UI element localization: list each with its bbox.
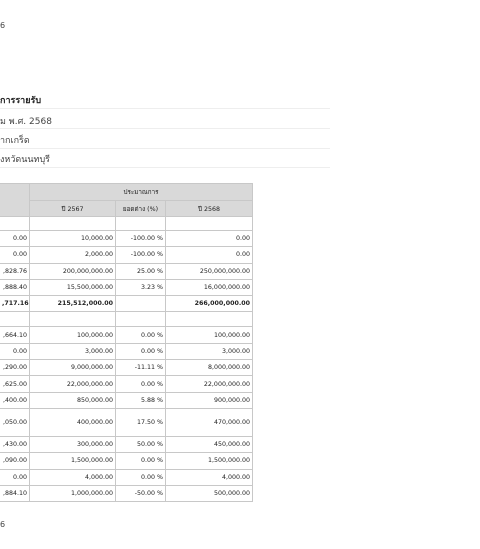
header-cell-estimate-group: ประมาณการ — [30, 184, 253, 201]
cell-difference-percent: 50.00 % — [116, 436, 166, 452]
cell-difference-percent: -100.00 % — [116, 247, 166, 263]
cell-difference-percent: 17.50 % — [116, 408, 166, 436]
cell-difference-percent: 3.23 % — [116, 279, 166, 295]
cell-value-2568: 22,000,000.00 — [166, 376, 253, 392]
cell-difference-percent: -100.00 % — [116, 231, 166, 247]
cell-value-2567 — [30, 312, 116, 327]
cell-value-2568: 16,000,000.00 — [166, 279, 253, 295]
cell-value-2567: 100,000.00 — [30, 327, 116, 343]
table-row — [0, 408, 253, 436]
cell-difference-percent — [116, 312, 166, 327]
cell-value-2568: 500,000.00 — [166, 485, 253, 501]
cell-value-2568 — [166, 217, 253, 231]
budget-table — [0, 183, 253, 502]
table-row — [0, 392, 253, 408]
cell-actual-value: ,400.00 — [0, 392, 30, 408]
cell-actual-value: ,884.10 — [0, 485, 30, 501]
cell-value-2568: 470,000.00 — [166, 408, 253, 436]
cell-value-2567: 1,500,000.00 — [30, 453, 116, 469]
cell-value-2568: 266,000,000.00 — [166, 296, 253, 312]
cell-difference-percent — [116, 217, 166, 231]
cell-value-2567 — [30, 217, 116, 231]
cell-value-2567: 4,000.00 — [30, 469, 116, 485]
header-divider — [0, 108, 330, 109]
table-body — [0, 217, 253, 502]
table-row — [0, 360, 253, 376]
cell-difference-percent: 0.00 % — [116, 469, 166, 485]
report-title: การรายรับ — [0, 96, 42, 106]
cell-value-2567: 9,000,000.00 — [30, 360, 116, 376]
cell-difference-percent: 0.00 % — [116, 376, 166, 392]
cell-value-2567: 1,000,000.00 — [30, 485, 116, 501]
cell-difference-percent — [116, 296, 166, 312]
cell-value-2568: 450,000.00 — [166, 436, 253, 452]
cell-actual-value: 0.00 — [0, 247, 30, 263]
report-organization: ากเกร็ด — [0, 136, 30, 146]
table-row — [0, 469, 253, 485]
table-header-row — [0, 184, 253, 201]
cell-value-2568: 1,500,000.00 — [166, 453, 253, 469]
cell-actual-value: 0.00 — [0, 231, 30, 247]
cell-actual-value: ,828.76 — [0, 263, 30, 279]
page-number-bottom: 6 — [0, 520, 6, 529]
cell-difference-percent: 25.00 % — [116, 263, 166, 279]
cell-value-2568: 900,000.00 — [166, 392, 253, 408]
cell-value-2567: 400,000.00 — [30, 408, 116, 436]
cell-value-2568: 4,000.00 — [166, 469, 253, 485]
table-row — [0, 485, 253, 501]
cell-value-2567: 3,000.00 — [30, 343, 116, 359]
table-row — [0, 247, 253, 263]
header-cell-year-2568: ปี 2568 — [166, 201, 253, 217]
table-row — [0, 436, 253, 452]
cell-value-2568 — [166, 312, 253, 327]
cell-value-2567: 22,000,000.00 — [30, 376, 116, 392]
cell-value-2568: 250,000,000.00 — [166, 263, 253, 279]
cell-difference-percent: 0.00 % — [116, 453, 166, 469]
cell-value-2568: 0.00 — [166, 247, 253, 263]
cell-difference-percent: 0.00 % — [116, 343, 166, 359]
table-row — [0, 376, 253, 392]
cell-actual-value — [0, 217, 30, 231]
cell-actual-value: ,090.00 — [0, 453, 30, 469]
report-province: งหวัดนนทบุรี — [0, 155, 51, 165]
cell-value-2568: 0.00 — [166, 231, 253, 247]
page-number-top: 6 — [0, 21, 6, 30]
table-row — [0, 263, 253, 279]
cell-value-2567: 10,000.00 — [30, 231, 116, 247]
cell-actual-value: ,625.00 — [0, 376, 30, 392]
table-row — [0, 217, 253, 231]
cell-actual-value: ,050.00 — [0, 408, 30, 436]
report-fiscal-year: ม พ.ศ. 2568 — [0, 117, 52, 127]
header-cell-difference: ยอดต่าง (%) — [116, 201, 166, 217]
cell-value-2567: 850,000.00 — [30, 392, 116, 408]
table-row — [0, 231, 253, 247]
cell-difference-percent: 5.88 % — [116, 392, 166, 408]
table-total-row — [0, 296, 253, 312]
cell-difference-percent: -50.00 % — [116, 485, 166, 501]
cell-actual-value: ,430.00 — [0, 436, 30, 452]
table-row — [0, 343, 253, 359]
cell-value-2567: 2,000.00 — [30, 247, 116, 263]
cell-value-2567: 15,500,000.00 — [30, 279, 116, 295]
table-row — [0, 453, 253, 469]
header-cell-actual — [0, 184, 30, 217]
header-divider — [0, 148, 330, 149]
header-divider — [0, 128, 330, 129]
header-divider — [0, 167, 330, 168]
cell-actual-value — [0, 312, 30, 327]
table-row — [0, 312, 253, 327]
table-row — [0, 279, 253, 295]
header-cell-year-2567: ปี 2567 — [30, 201, 116, 217]
cell-actual-value: 0.00 — [0, 343, 30, 359]
cell-actual-value: ,290.00 — [0, 360, 30, 376]
cell-difference-percent: 0.00 % — [116, 327, 166, 343]
cell-actual-value: ,888.40 — [0, 279, 30, 295]
cell-value-2567: 215,512,000.00 — [30, 296, 116, 312]
cell-actual-value: ,717.16 — [0, 296, 30, 312]
cell-value-2568: 3,000.00 — [166, 343, 253, 359]
cell-value-2568: 8,000,000.00 — [166, 360, 253, 376]
table-header-row — [0, 201, 253, 217]
cell-value-2567: 200,000,000.00 — [30, 263, 116, 279]
cell-value-2568: 100,000.00 — [166, 327, 253, 343]
table-row — [0, 327, 253, 343]
cell-difference-percent: -11.11 % — [116, 360, 166, 376]
cell-actual-value: 0.00 — [0, 469, 30, 485]
cell-actual-value: ,664.10 — [0, 327, 30, 343]
cell-value-2567: 300,000.00 — [30, 436, 116, 452]
